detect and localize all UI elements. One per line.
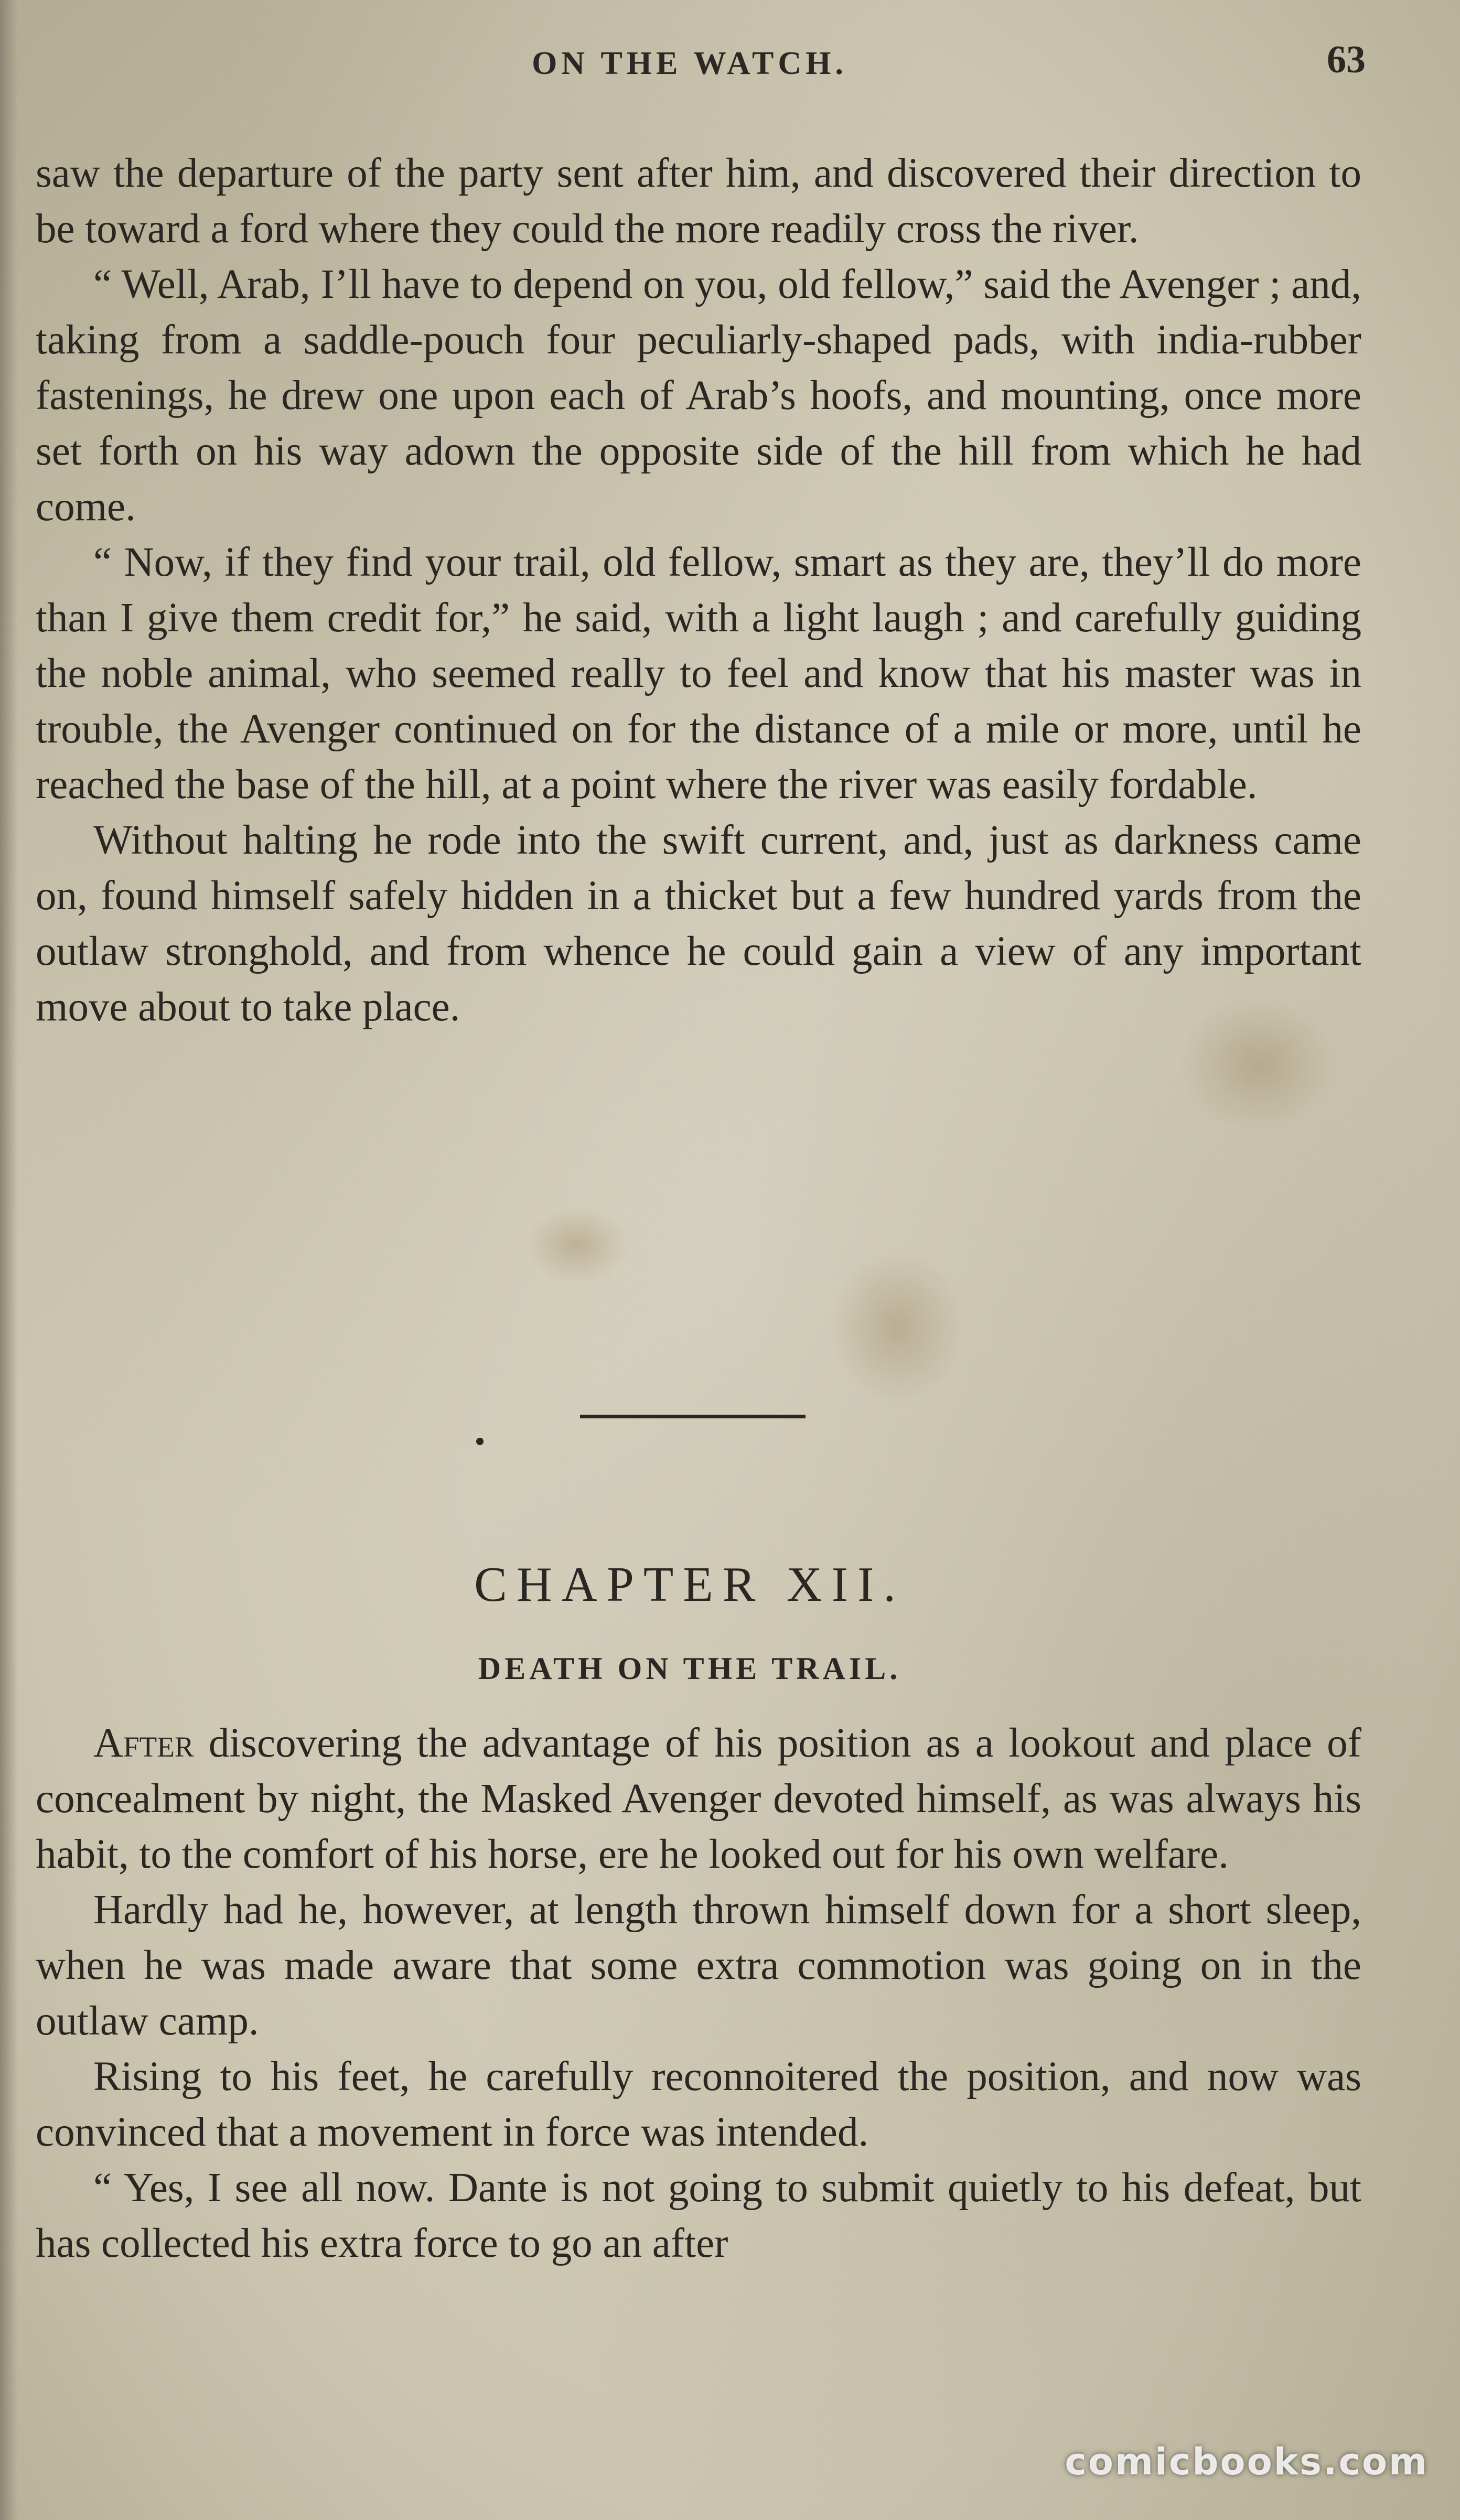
ink-speck: [476, 1438, 484, 1445]
chapter-heading: CHAPTER XII.: [474, 1557, 905, 1612]
body-text-chapter: [36, 1716, 1361, 2271]
running-head: [0, 38, 1460, 85]
paragraph: “ Well, Arab, I’ll have to depend on you, old fellow,” said the Avenger ; and, taking from a saddle-pouch four peculiarly-shaped pads, with india-rubber fastenings, he drew one upon each of Arab’s hoofs, and mounting, once more set forth on his way adown the opposite side of the hill from which he had come.: [36, 262, 1361, 530]
body-text-top: [36, 146, 1361, 1035]
paragraph-rest: discovering the advantage of his position as a lookout and place of concealment by night, the Masked Avenger devoted himself, as was always his habit, to the comfort of his horse, ere he looked out for his own welfare.: [36, 1720, 1361, 1877]
paragraph: [36, 1716, 1361, 1882]
paragraph: “ Yes, I see all now. Dante is not going to submit quietly to his defeat, but has collected his extra force to go an after: [36, 2165, 1361, 2266]
page-edge-shadow: [0, 0, 18, 2520]
chapter-subtitle: DEATH ON THE TRAIL.: [478, 1651, 901, 1686]
paper-stain: [524, 1206, 629, 1285]
watermark: comicbooks.com: [1065, 2440, 1429, 2483]
paragraph: Rising to his feet, he carefully reconnoitered the position, and now was convinced that a movement in force was intended.: [36, 2054, 1361, 2155]
running-title: ON THE WATCH.: [532, 46, 847, 81]
paragraph: Without halting he rode into the swift current, and, just as darkness came on, found himself safely hidden in a thicket but a few hundred yards from the outlaw stronghold, and from whence he could gain a view of any important move about to take place.: [36, 817, 1361, 1030]
section-divider-rule: [580, 1415, 806, 1418]
paragraph: saw the departure of the party sent after him, and discovered their direction to be toward a ford where they could the more readily cross the river.: [36, 150, 1361, 252]
paragraph: Hardly had he, however, at length thrown himself down for a short sleep, when he was made aware that some extra commotion was going on in the outlaw camp.: [36, 1887, 1361, 2044]
paper-stain: [829, 1248, 965, 1405]
page-number: 63: [1327, 38, 1366, 81]
paragraph: “ Now, if they find your trail, old fellow, smart as they are, they’ll do more than I give them credit for,” he said, with a light laugh ; and carefully guiding the noble animal, who seemed really to feel and know that his master was in trouble, the Avenger continued on for the distance of a mile or more, until he reached the base of the hill, at a point where the river was easily fordable.: [36, 540, 1361, 807]
drop-word: After: [93, 1720, 194, 1766]
